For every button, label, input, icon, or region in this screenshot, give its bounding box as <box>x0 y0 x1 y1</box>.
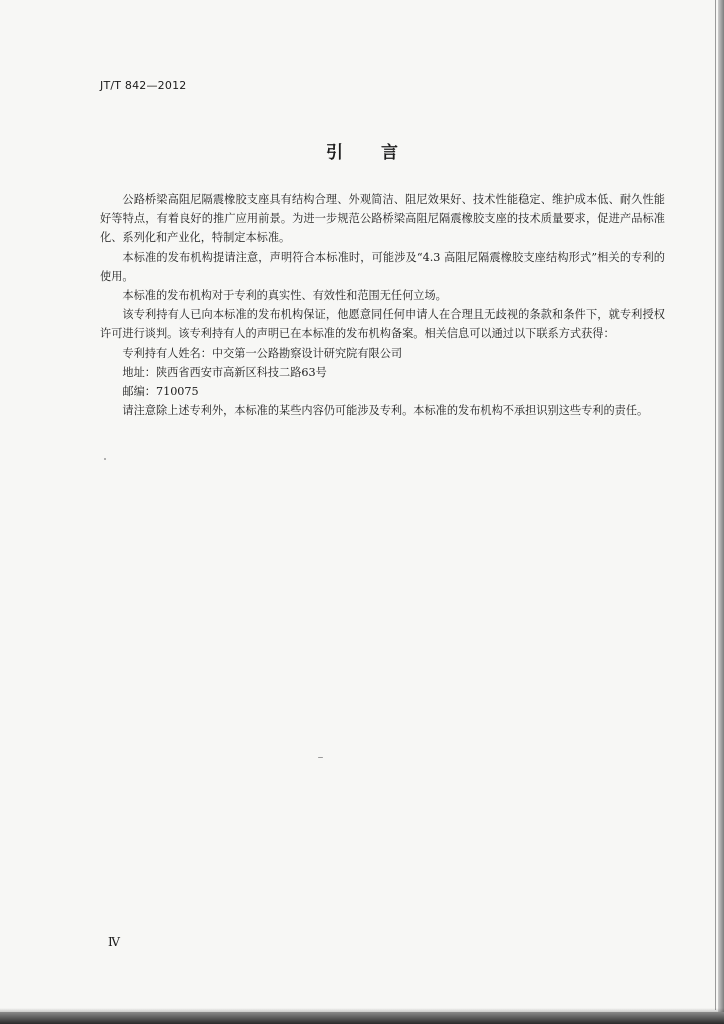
patent-holder-postcode: 邮编：710075 <box>122 385 199 399</box>
page-edge-bottom <box>0 1012 724 1024</box>
paragraph-patent-holder-assurance: 该专利持有人已向本标准的发布机构保证，他愿意同任何申请人在合理且无歧视的条款和条件下，就专利授权许可进行谈判。该专利持有人的声明已在本标准的发布机构备案。相关信息可以通过以下联系方式获得： <box>100 308 665 341</box>
scan-speck <box>318 757 323 758</box>
paragraph-no-position: 本标准的发布机构对于专利的真实性、有效性和范围无任何立场。 <box>122 289 447 303</box>
patent-holder-name: 专利持有人姓名：中交第一公路勘察设计研究院有限公司 <box>122 346 403 360</box>
scan-speck <box>104 458 106 460</box>
patent-holder-address: 地址：陕西省西安市高新区科技二路63号 <box>122 365 327 379</box>
paragraph-background: 公路桥梁高阻尼隔震橡胶支座具有结构合理、外观简洁、阻尼效果好、技术性能稳定、维护成本低、耐久性能好等特点，有着良好的推广应用前景。为进一步规范公路桥梁高阻尼隔震橡胶支座的技术质量要求，促进产品标准化、系列化和产业化，特制定本标准。 <box>100 193 665 245</box>
paragraph-patent-notice: 本标准的发布机构提请注意，声明符合本标准时，可能涉及“4.3 高阻尼隔震橡胶支座结构形式”相关的专利的使用。 <box>100 250 665 283</box>
document-body <box>100 190 665 420</box>
paragraph-other-patents: 请注意除上述专利外，本标准的某些内容仍可能涉及专利。本标准的发布机构不承担识别这些专利的责任。 <box>122 404 649 418</box>
page-number: Ⅳ <box>108 935 120 949</box>
page-title: 引言 <box>326 143 436 163</box>
document-code: JT/T 842—2012 <box>100 79 187 92</box>
